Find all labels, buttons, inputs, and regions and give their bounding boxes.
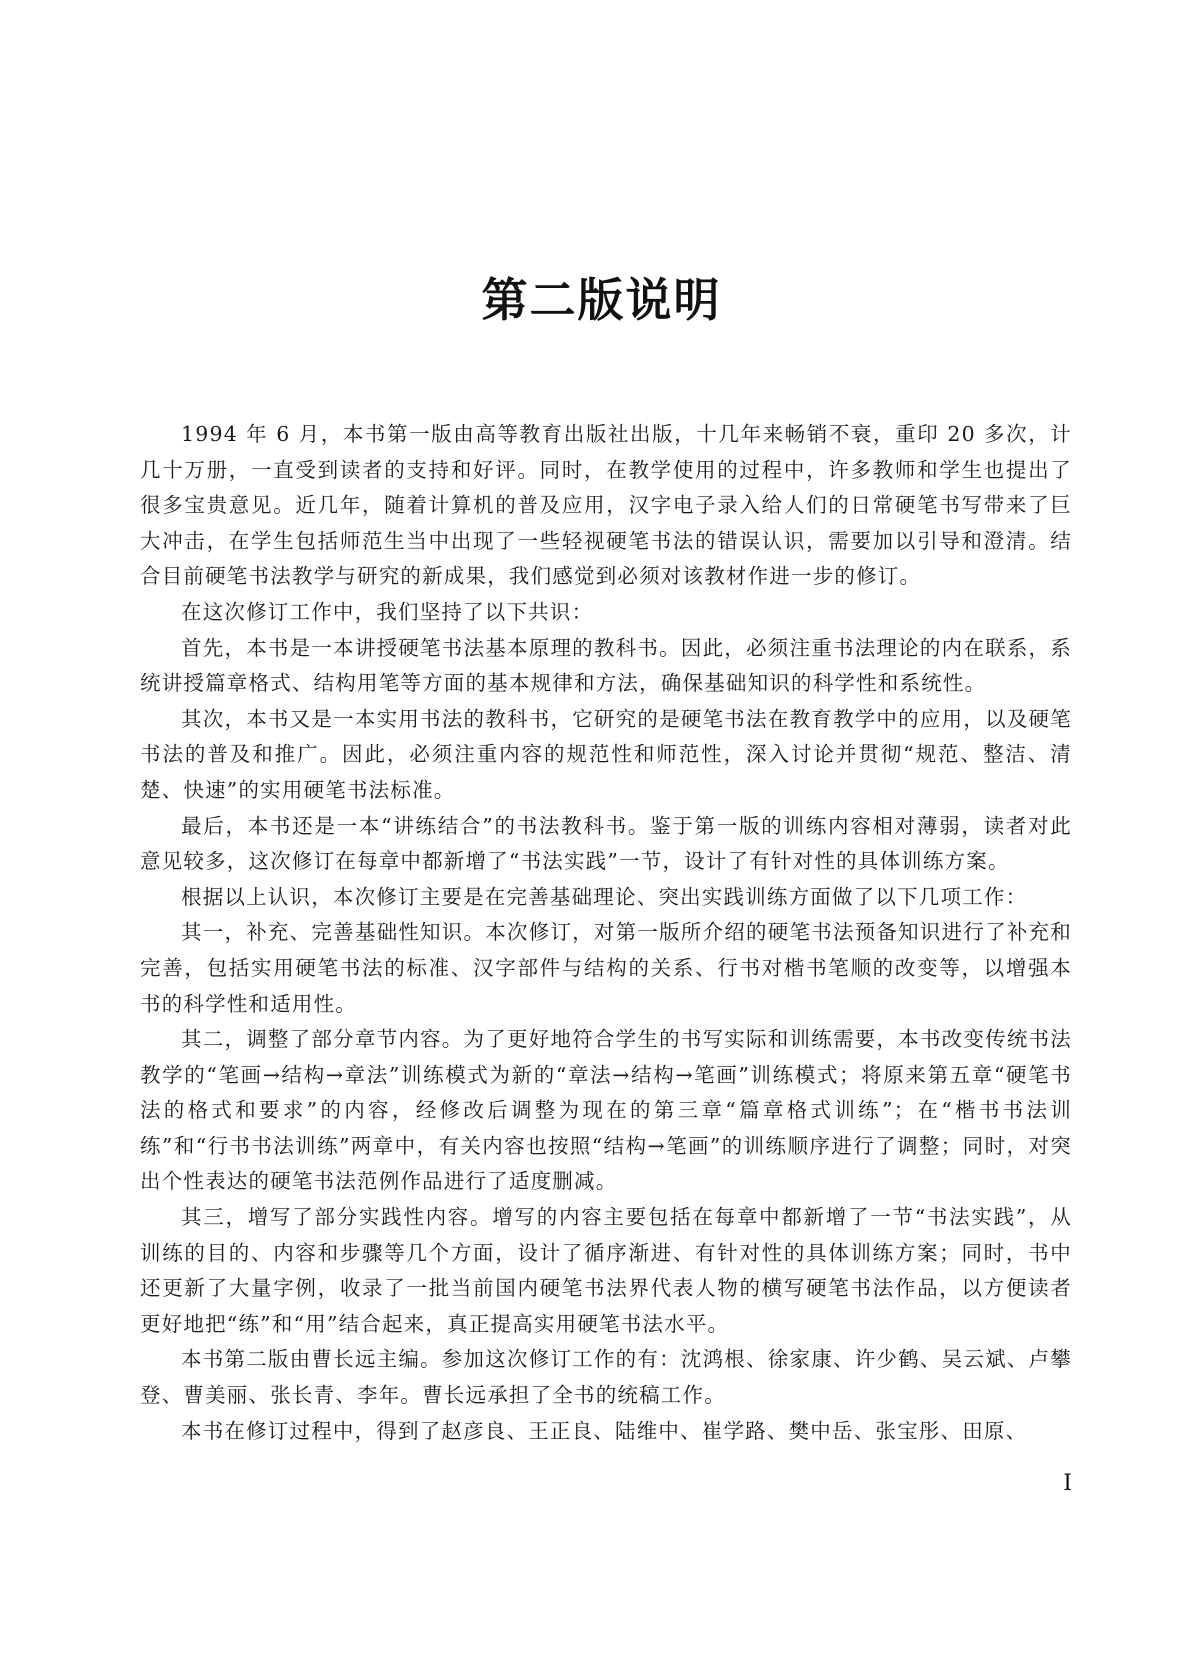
paragraph-consensus-lead: 在这次修订工作中，我们坚持了以下共识： [181,599,594,624]
paragraph-first-point: 首先，本书是一本讲授硬笔书法基本原理的教科书。因此，必须注重书法理论的内在联系，系统讲授篇章格式、结构用笔等方面的基本规律和方法，确保基础知识的科学性和系统性。 [140,635,1072,696]
paragraph-work-one: 其一，补充、完善基础性知识。本次修订，对第一版所介绍的硬笔书法预备知识进行了补充和完善，包括实用硬笔书法的标准、汉字部件与结构的关系、行书对楷书笔顺的改变等，以增强本书的科学性和适用性。 [140,920,1072,1016]
page-title: 第二版说明 [481,273,722,327]
paragraph-second-point: 其次，本书又是一本实用书法的教科书，它研究的是硬笔书法在教育教学中的应用，以及硬笔书法的普及和推广。因此，必须注重内容的规范性和师范性，深入讨论并贯彻“规范、整洁、清楚、快速”的实用硬笔书法标准。 [140,706,1072,802]
paragraph-acknowledgements: 本书在修订过程中，得到了赵彦良、王正良、陆维中、崔学路、樊中岳、张宝彤、田原、 [181,1418,1028,1443]
paragraph-work-three: 其三，增写了部分实践性内容。增写的内容主要包括在每章中都新增了一节“书法实践”，从训练的目的、内容和步骤等几个方面，设计了循序渐进、有针对性的具体训练方案；同时，书中还更新了大量字例，收录了一批当前国内硬笔书法界代表人物的横写硬笔书法作品，以方便读者更好地把“练”和“用”结合起来，真正提高实用硬笔书法水平。 [140,1205,1072,1336]
body-text [140,417,1072,1449]
paragraph-work-two: 其二，调整了部分章节内容。为了更好地符合学生的书写实际和训练需要，本书改变传统书法教学的“笔画→结构→章法”训练模式为新的“章法→结构→笔画”训练模式；将原来第五章“硬笔书法的格式和要求”的内容，经修改后调整为现在的第三章“篇章格式训练”；在“楷书书法训练”和“行书书法训练”两章中，有关内容也按照“结构→笔画”的训练顺序进行了调整；同时，对突出个性表达的硬笔书法范例作品进行了适度删减。 [140,1027,1072,1194]
paragraph-editors: 本书第二版由曹长远主编。参加这次修订工作的有：沈鸿根、徐家康、许少鹤、吴云斌、卢攀登、曹美丽、张长青、李年。曹长远承担了全书的统稿工作。 [140,1347,1072,1408]
paragraph-third-point: 最后，本书还是一本“讲练结合”的书法教科书。鉴于第一版的训练内容相对薄弱，读者对此意见较多，这次修订在每章中都新增了“书法实践”一节，设计了有针对性的具体训练方案。 [140,813,1072,874]
paragraph-intro: 1994 年 6 月，本书第一版由高等教育出版社出版，十几年来畅销不衰，重印 20 多次，计几十万册，一直受到读者的支持和好评。同时，在教学使用的过程中，许多教师和学生也提出了很多宝贵意见。近几年，随着计算机的普及应用，汉字电子录入给人们的日常硬笔书写带来了巨大冲击，在学生包括师范生当中出现了一些轻视硬笔书法的错误认识，需要加以引导和澄清。结合目前硬笔书法教学与研究的新成果，我们感觉到必须对该教材作进一步的修订。 [140,422,1072,589]
page-number: I [1063,1471,1072,1496]
paragraph-work-lead: 根据以上认识，本次修订主要是在完善基础理论、突出实践训练方面做了以下几项工作： [181,884,1028,909]
